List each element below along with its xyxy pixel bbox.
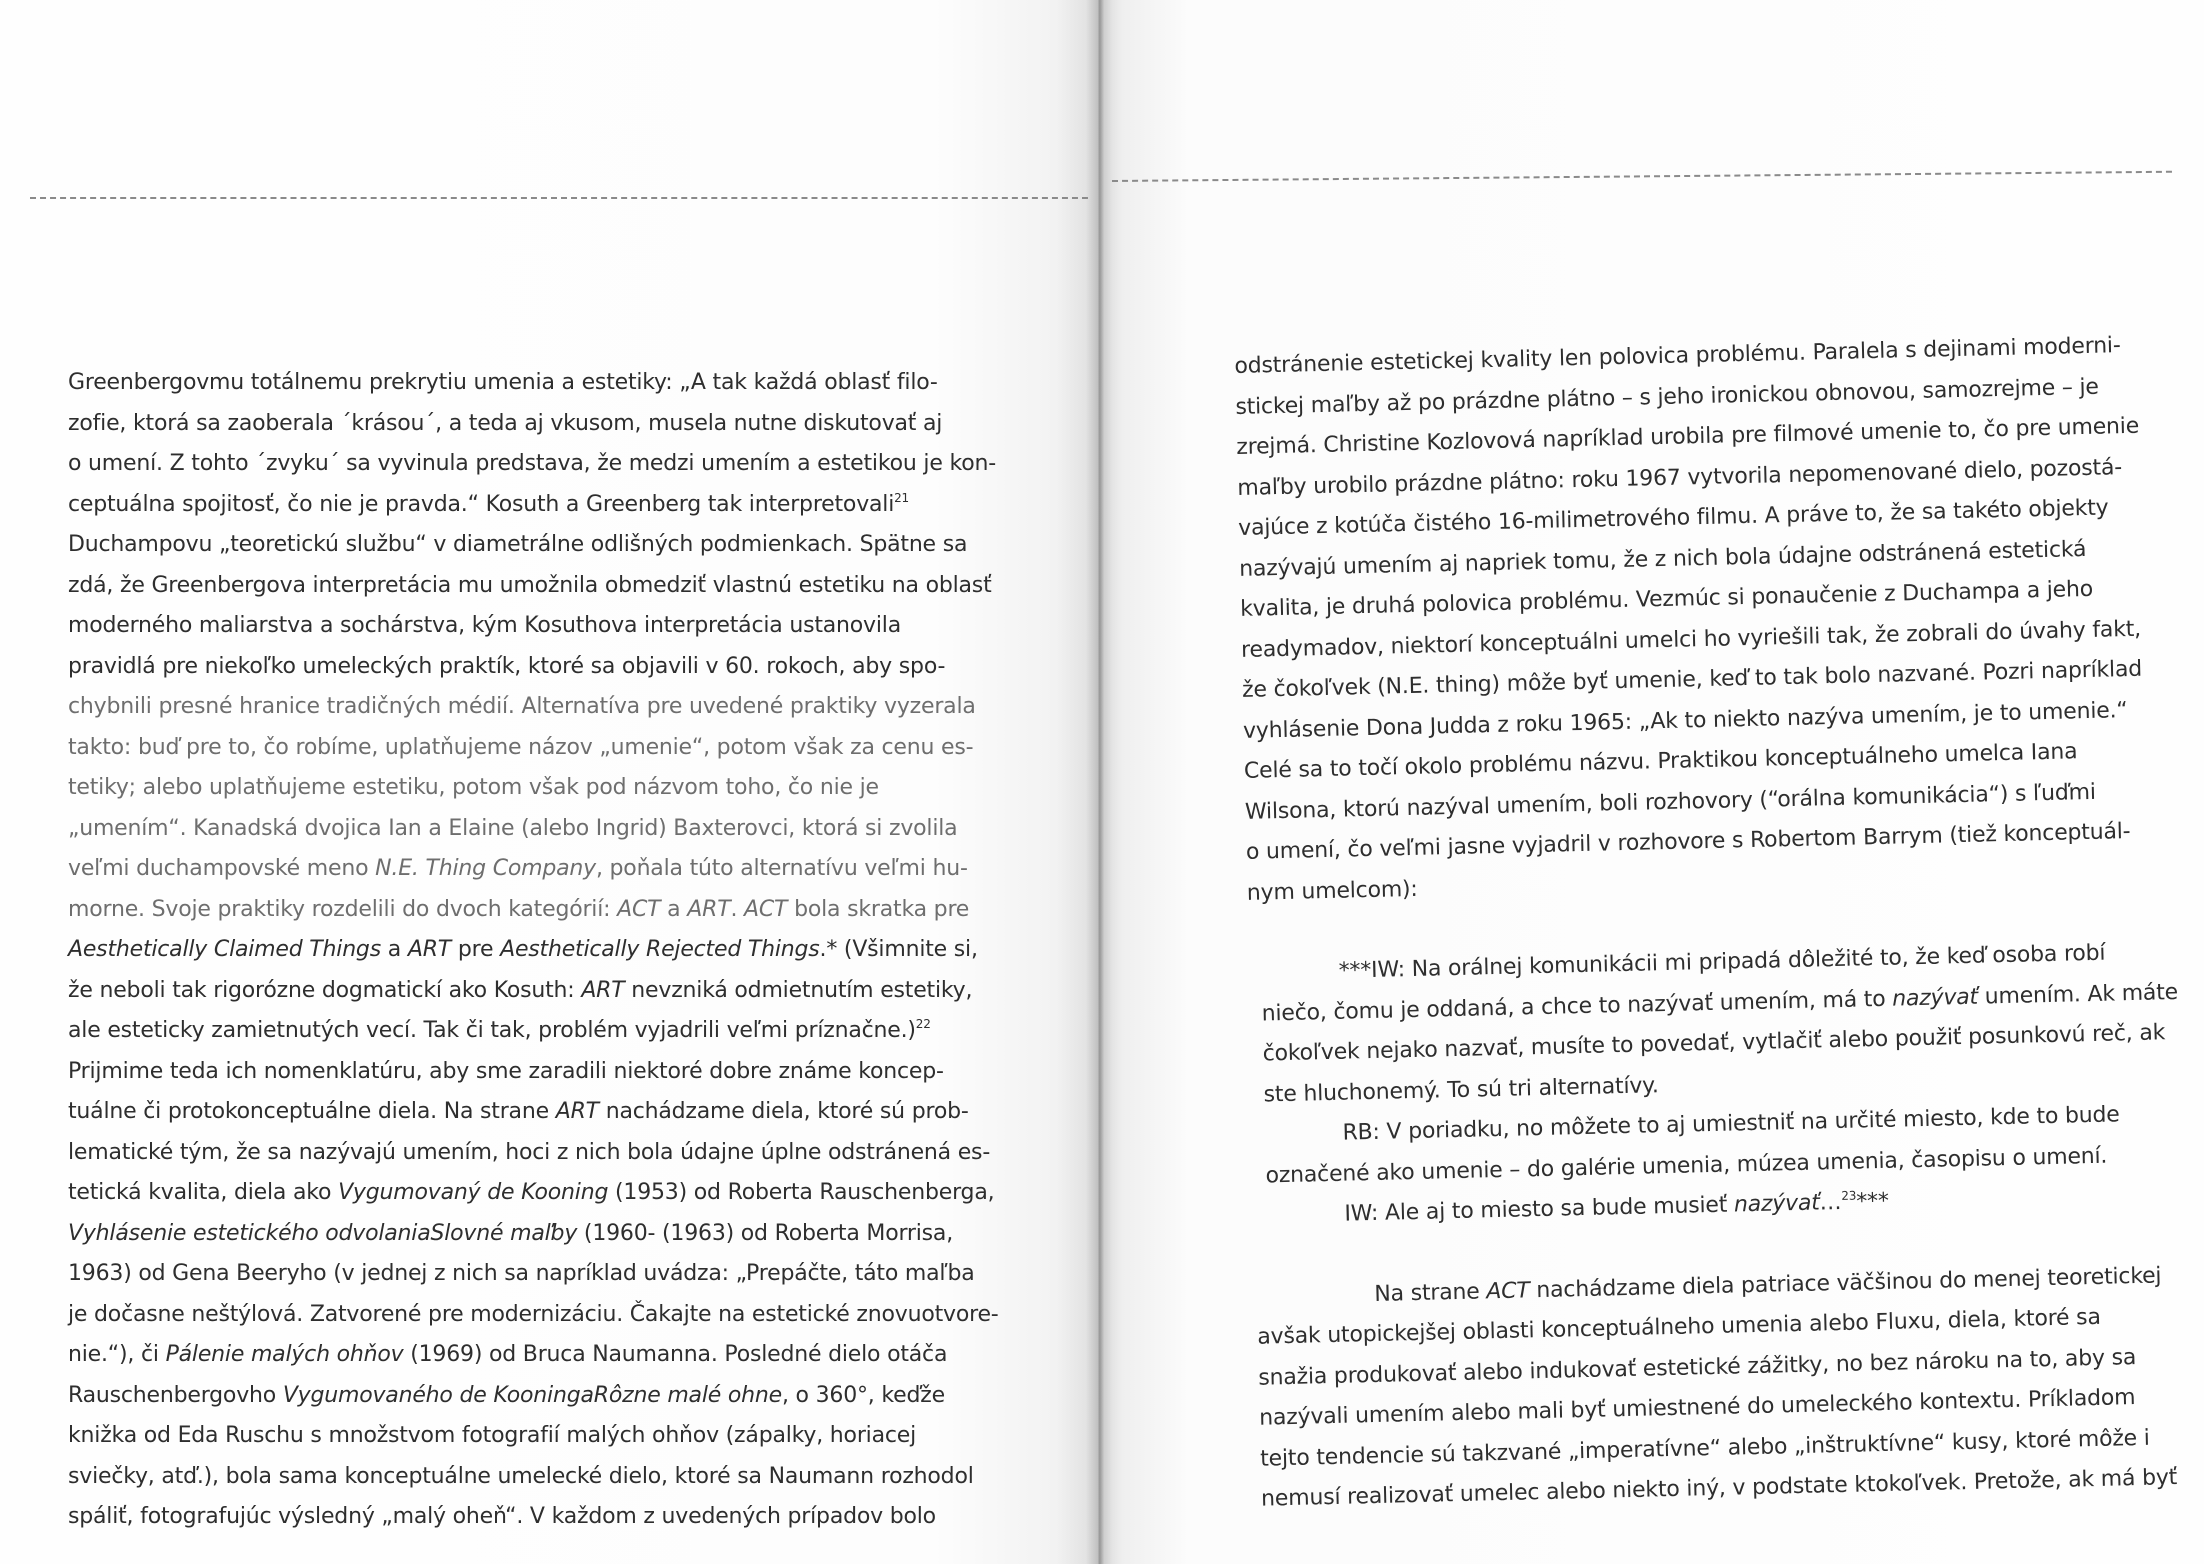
italic-title: N.E. Thing Company bbox=[375, 856, 596, 881]
text-segment: o 360°, keďže bbox=[788, 1382, 945, 1408]
footnote-ref: 21 bbox=[894, 490, 909, 505]
text-segment: nazývali umením alebo mali byť umiestnené do umeleckého kontextu. Príkladom bbox=[1258, 1385, 2136, 1431]
text-line bbox=[68, 971, 973, 1012]
text-segment: spáliť, fotografujúc výsledný „malý oheň“. V každom z uvedených prípadov bolo bbox=[68, 1504, 936, 1529]
text-segment: maľby urobilo prázdne plátno: roku 1967 vytvorila nepomenované dielo, pozostá- bbox=[1237, 454, 2123, 501]
text-segment: veľmi duchampovské meno bbox=[68, 856, 376, 881]
italic-title: Vygumovaný de Kooning bbox=[338, 1180, 609, 1205]
text-segment: pre bbox=[451, 937, 501, 962]
italic-title: ACT bbox=[617, 896, 661, 922]
text-segment: IW: Ale aj to miesto sa bude musieť bbox=[1344, 1192, 1735, 1227]
text-segment: a bbox=[660, 896, 688, 922]
text-line bbox=[68, 1376, 968, 1417]
text-segment: nevzniká odmietnutím estetiky, bbox=[624, 977, 973, 1003]
text-segment: tetiky; alebo uplatňujeme estetiku, potom však pod názvom toho, čo nie je bbox=[68, 775, 879, 800]
text-line bbox=[68, 566, 992, 607]
text-segment: .* (Všimnite si, bbox=[819, 937, 978, 962]
italic-title: Rôzne malé ohne bbox=[593, 1382, 782, 1408]
text-line bbox=[68, 1254, 975, 1295]
text-segment: … bbox=[1819, 1189, 1842, 1216]
text-segment: zofie, ktorá sa zaoberala ´krásou´, a teda aj vkusom, musela nutne diskutovať aj bbox=[68, 410, 943, 436]
text-segment: Rauschenbergovho bbox=[68, 1382, 283, 1408]
italic-title: Pálenie malých ohňov bbox=[165, 1342, 404, 1367]
text-segment: ale esteticky zamietnutých vecí. Tak či tak, problém vyjadrili veľmi príznačne.) bbox=[68, 1018, 916, 1043]
text-line bbox=[68, 444, 996, 485]
left-page bbox=[0, 0, 1100, 1564]
text-line bbox=[68, 1497, 968, 1538]
text-segment: Kosuth a Greenberg tak interpretovali bbox=[478, 491, 895, 517]
text-segment: (1969) od Bruca Naumanna. Posledné dielo otáča bbox=[403, 1342, 948, 1367]
italic-title: nazývať bbox=[1733, 1190, 1820, 1218]
italic-title: ART bbox=[555, 1099, 599, 1124]
text-line bbox=[68, 404, 968, 445]
text-segment: nie.“), či bbox=[68, 1342, 166, 1367]
text-segment: čokoľvek nejako nazvať, musíte to povedať, vytlačiť alebo použiť posunkovú reč, ak bbox=[1262, 1020, 2166, 1067]
text-segment: o umení, čo veľmi jasne vyjadril v rozhovore s Robertom Barrym (tiež konceptuál- bbox=[1245, 819, 2131, 865]
text-segment: nemusí realizovať umelec alebo niekto iný, v podstate ktokoľvek. Pretože, ak má byť bbox=[1260, 1465, 2178, 1512]
text-segment: ***IW: Na orálnej komunikácii mi pripadá dôležité to, že keď osoba robí bbox=[1338, 940, 2106, 984]
text-segment: Duchampovu „teoretickú službu“ v diametrálne odlišných podmienkach. Spätne sa bbox=[68, 532, 968, 557]
text-segment: chybnili presné hranice tradičných médií. Alternatíva pre uvedené praktiky vyzerala bbox=[68, 694, 976, 719]
text-segment: a bbox=[380, 937, 408, 962]
text-segment: . bbox=[730, 896, 745, 922]
text-line bbox=[68, 485, 968, 526]
text-segment: nachádzame diela, ktoré sú prob- bbox=[598, 1099, 969, 1124]
text-line bbox=[68, 1457, 974, 1498]
text-segment: readymadov, niektorí konceptuálni umelci ho vyriešili tak, že zobrali do úvahy fakt, bbox=[1240, 616, 2142, 663]
text-segment: bola skratka pre bbox=[787, 896, 970, 922]
text-segment: (1963) od Roberta Morrisa, bbox=[655, 1220, 954, 1246]
text-line bbox=[68, 647, 968, 688]
text-line bbox=[68, 1092, 968, 1133]
text-segment: , poňala túto alternatívu veľmi hu- bbox=[595, 856, 968, 881]
footnote-ref: 23 bbox=[1841, 1188, 1857, 1203]
italic-title: Aesthetically Rejected Things bbox=[500, 937, 820, 962]
text-segment: Na strane bbox=[1374, 1278, 1487, 1307]
book-gutter bbox=[1086, 0, 1112, 1564]
right-dashed-rule bbox=[1112, 171, 2172, 182]
text-segment: nym umelcom): bbox=[1246, 876, 1418, 906]
text-line bbox=[68, 1295, 999, 1336]
text-segment: snažia produkovať alebo indukovať estetické zážitky, no bez nároku na to, aby sa bbox=[1257, 1344, 2137, 1391]
italic-title: nazývať bbox=[1891, 984, 1979, 1012]
text-segment: o umení. Z tohto ´zvyku´ sa vyvinula predstava, že medzi umením a estetikou je kon- bbox=[68, 451, 996, 476]
italic-title: Slovné maľby bbox=[430, 1220, 578, 1246]
text-line bbox=[68, 606, 968, 647]
text-segment: Prijmime teda ich nomenklatúru, aby sme zaradili niektoré dobre známe koncep- bbox=[68, 1058, 944, 1084]
text-line bbox=[68, 1011, 968, 1052]
italic-title: ACT bbox=[1486, 1277, 1530, 1304]
text-segment: knižka od Eda Ruschu s množstvom fotografií malých ohňov (zápalky, horiacej bbox=[68, 1423, 916, 1448]
text-segment: stickej maľby až po prázdne plátno – s jeho ironickou obnovou, samozrejme – je bbox=[1235, 374, 2099, 420]
text-segment: vyhlásenie Dona Judda z roku 1965: „Ak to niekto nazýva umením, je to umenie.“ bbox=[1242, 697, 2128, 744]
italic-title: ACT bbox=[744, 896, 788, 922]
text-segment: tejto tendencie sú takzvané „imperatívne“ alebo „inštruktívne“ kusy, ktoré môže i bbox=[1259, 1425, 2150, 1472]
text-segment: umením. Ak máte bbox=[1977, 979, 2179, 1010]
text-line bbox=[68, 728, 974, 769]
text-segment: je dočasne neštýlová. Zatvorené pre modernizáciu. Čakajte na estetické znovuotvore- bbox=[68, 1301, 999, 1327]
text-segment: tetická kvalita, diela ako bbox=[68, 1180, 339, 1205]
text-segment: odstránenie estetickej kvality len polovica problému. Paralela s dejinami moderni- bbox=[1234, 333, 2121, 379]
text-segment: tuálne či protokonceptuálne diela. Na strane bbox=[68, 1099, 556, 1124]
text-segment: moderného maliarstva a sochárstva, kým Kosuthova interpretácia ustanovila bbox=[68, 613, 901, 638]
text-line bbox=[68, 809, 968, 850]
text-segment: lematické tým, že sa nazývajú umením, hoci z nich bola údajne úplne odstránená es- bbox=[68, 1139, 991, 1165]
text-segment: RB: V poriadku, no môžete to aj umiestniť na určité miesto, kde to bude bbox=[1342, 1102, 2120, 1146]
text-segment: takto: buď pre to, čo robíme, uplatňujeme názov „umenie“, potom však za cenu es- bbox=[68, 734, 974, 760]
left-page-text bbox=[68, 363, 999, 1538]
right-paragraph-1 bbox=[1234, 326, 2147, 914]
text-segment: *** bbox=[1856, 1188, 1890, 1215]
right-paragraph-2 bbox=[1256, 1256, 2178, 1520]
text-line bbox=[68, 1335, 968, 1376]
text-segment: zrejmá. Christine Kozlovová napríklad urobila pre filmové umenie to, čo pre umenie bbox=[1236, 413, 2140, 460]
right-page-text bbox=[1234, 326, 2179, 1520]
text-segment: že čokoľvek (N.E. thing) môže byť umenie, keď to tak bolo nazvané. Pozri napríklad bbox=[1241, 656, 2143, 703]
text-segment: Greenbergovmu totálnemu prekrytiu umenia a estetiky: „A tak každá oblasť filo- bbox=[68, 370, 938, 395]
text-segment: nachádzame diela patriace väčšinou do menej teoretickej bbox=[1529, 1262, 2162, 1303]
text-segment: (1953) od Roberta Rauschenberga, bbox=[608, 1180, 995, 1205]
text-segment: nazývajú umením aj napriek tomu, že z nich bola údajne odstránená estetická bbox=[1238, 536, 2087, 582]
text-line bbox=[68, 1133, 991, 1174]
text-segment: Wilsona, ktorú nazýval umením, boli rozhovory (“orálna komunikácia“) s ľuďmi bbox=[1244, 779, 2096, 825]
italic-title: ART bbox=[581, 977, 625, 1003]
text-segment: Celé sa to točí okolo problému názvu. Praktikou konceptuálneho umelca Iana bbox=[1243, 739, 2078, 784]
footnote-ref: 22 bbox=[915, 1017, 931, 1031]
italic-title: Aesthetically Claimed Things bbox=[68, 937, 381, 962]
text-line bbox=[68, 930, 978, 971]
text-segment: morne. Svoje praktiky rozdelili do dvoch kategórií: bbox=[68, 896, 618, 922]
text-segment: ste hluchonemý. To sú tri alternatívy. bbox=[1263, 1072, 1659, 1108]
text-line bbox=[68, 1052, 968, 1093]
text-line bbox=[68, 1416, 968, 1457]
text-segment: označené ako umenie – do galérie umenia, múzea umenia, časopisu o umení. bbox=[1265, 1143, 2108, 1188]
text-line bbox=[68, 687, 976, 728]
italic-title: ART bbox=[407, 937, 452, 962]
text-line bbox=[68, 363, 968, 404]
italic-title: Vygumovaného de Kooninga bbox=[282, 1382, 594, 1408]
text-segment: avšak utopickejšej oblasti konceptuálneho umenia alebo Fluxu, diela, ktoré sa bbox=[1257, 1304, 2101, 1350]
text-segment: sviečky, atď.), bola sama konceptuálne umelecké dielo, ktoré sa Naumann rozhodol bbox=[68, 1463, 974, 1489]
text-segment: 1963) od Gena Beeryho (v jednej z nich sa napríklad uvádza: „Prepáčte, táto maľba bbox=[68, 1261, 975, 1286]
text-segment: kvalita, je druhá polovica problému. Vezmúc si ponaučenie z Duchampa a jeho bbox=[1239, 576, 2094, 622]
text-segment: niečo, čomu je oddaná, a chce to nazývať umením, má to bbox=[1261, 986, 1893, 1027]
italic-title: Vyhlásenie estetického odvolania bbox=[68, 1220, 431, 1246]
italic-title: ART bbox=[687, 896, 731, 922]
text-line bbox=[68, 890, 968, 931]
text-line bbox=[68, 1173, 995, 1214]
text-segment: , bbox=[781, 1382, 789, 1408]
text-line bbox=[68, 525, 968, 566]
right-page bbox=[1100, 0, 2204, 1564]
left-dashed-rule bbox=[30, 197, 1088, 199]
text-line bbox=[68, 849, 968, 890]
text-segment: ceptuálna spojitosť, čo nie je pravda.“ bbox=[68, 491, 479, 517]
text-line bbox=[68, 768, 968, 809]
text-segment: zdá, že Greenbergova interpretácia mu umožnila obmedziť vlastnú estetiku na oblasť bbox=[68, 572, 992, 598]
text-segment: že neboli tak rigorózne dogmatickí ako Kosuth: bbox=[68, 977, 582, 1003]
text-segment: pravidlá pre niekoľko umeleckých praktík, ktoré sa objavili v 60. rokoch, aby spo- bbox=[68, 653, 946, 679]
text-segment: (1960- bbox=[577, 1220, 656, 1246]
text-segment: „umením“. Kanadská dvojica Ian a Elaine (alebo Ingrid) Baxterovci, ktorá si zvolila bbox=[68, 815, 958, 841]
interview-quote bbox=[1248, 933, 2179, 1238]
text-segment: vajúce z kotúča čistého 16-milimetrového filmu. A práve to, že sa takéto objekty bbox=[1237, 495, 2109, 541]
text-line bbox=[68, 1214, 968, 1255]
